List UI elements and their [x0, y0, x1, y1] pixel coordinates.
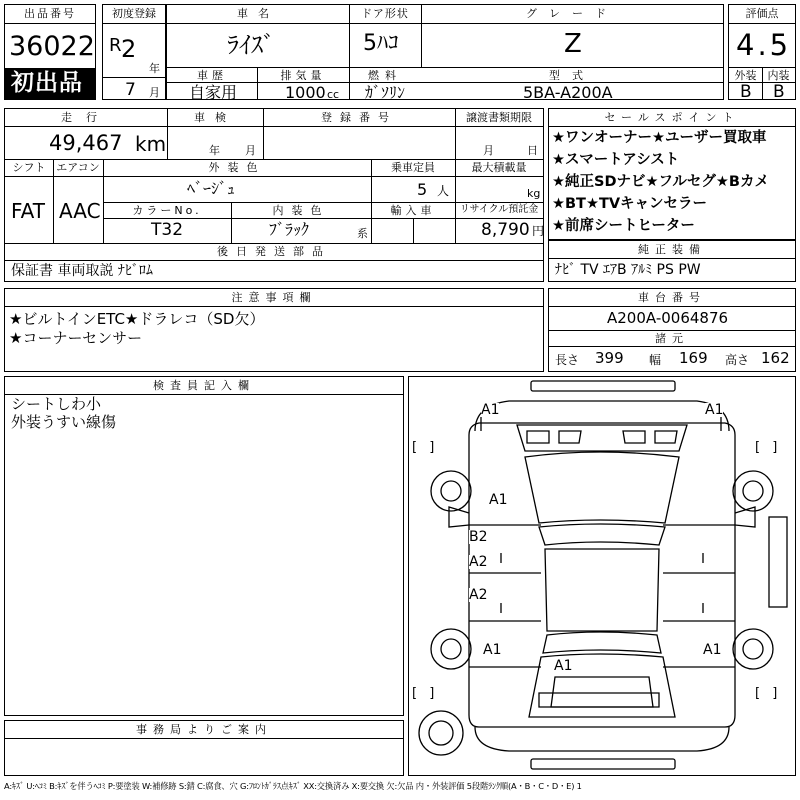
- damage-mark: A1: [483, 642, 502, 658]
- score-label: 評価点: [745, 7, 779, 20]
- interior-grade: B: [773, 82, 785, 102]
- month-unit: 月: [149, 86, 160, 99]
- score-value: 4.5: [736, 28, 792, 62]
- grade-label: グレード: [526, 7, 618, 20]
- displacement: 1000: [285, 83, 326, 102]
- inspector-box: [4, 376, 404, 716]
- specs-box: [4, 108, 544, 282]
- fuel-label: 燃料: [368, 69, 402, 82]
- shift: FAT: [11, 199, 46, 223]
- office-label: 事務局よりご案内: [136, 723, 272, 736]
- damage-mark: A1: [481, 402, 500, 418]
- damage-mark: A2: [469, 587, 488, 603]
- capacity-unit: 人: [437, 184, 450, 198]
- bracket-marker: [ ]: [412, 440, 439, 455]
- first-registration-box: [102, 4, 166, 100]
- damage-mark: B2: [469, 529, 488, 545]
- mileage-label: 走行: [61, 111, 111, 124]
- int-color-suffix: 系: [357, 227, 368, 240]
- recycle-unit: 円: [532, 224, 545, 238]
- displacement-unit: cc: [327, 88, 340, 101]
- inspector-label: 検査員記入欄: [153, 379, 255, 392]
- later-parts-label: 後日発送部品: [217, 245, 331, 258]
- color-no-label: カラーNo.: [132, 204, 202, 217]
- insp-month-unit: 月: [245, 144, 256, 157]
- damage-mark: A1: [705, 402, 724, 418]
- width: 169: [679, 349, 708, 367]
- reg-no-label: 登録番号: [321, 111, 397, 124]
- mileage: 49,467: [49, 131, 123, 155]
- equipment-box: [548, 240, 796, 282]
- caution-line: ★コーナーセンサー: [9, 329, 143, 347]
- later-parts: 保証書 車両取説 ﾅﾋﾞﾛﾑ: [11, 263, 153, 279]
- interior-label: 内装: [767, 69, 790, 82]
- recycle: 8,790: [481, 220, 530, 240]
- displacement-label: 排気量: [280, 69, 326, 82]
- door-type: 5ﾊｺ: [363, 31, 399, 56]
- chassis-label: 車台番号: [638, 291, 706, 304]
- recycle-label: リサイクル預託金: [459, 204, 539, 215]
- model-code: 5BA-A200A: [523, 83, 613, 102]
- first-reg-label: 初度登録: [112, 7, 156, 20]
- car-info-box: [166, 4, 724, 100]
- equipment-label: 純正装備: [638, 243, 706, 256]
- era: R: [109, 35, 122, 56]
- color-no: T32: [151, 220, 184, 240]
- length-label: 長さ: [555, 353, 580, 367]
- car-name-label: 車名: [237, 7, 279, 20]
- caution-label: 注意事項欄: [231, 291, 317, 304]
- max-load-label: 最大積載量: [471, 161, 527, 174]
- equipment-value: ﾅﾋﾞ TV ｴｱB ｱﾙﾐ PS PW: [555, 262, 701, 278]
- length: 399: [595, 349, 624, 367]
- grade: Z: [564, 29, 582, 59]
- legend-footer: A:ｷｽﾞ U:ﾍｺﾐ B:ｷｽﾞを伴うﾍｺﾐ P:要塗装 W:補修跡 S:錆 C:腐食、穴 G:ﾌﾛﾝﾄｶﾞﾗｽ点ｷｽﾞ XX:交換済み X:要交換 欠:欠品 内・外装評価 5段階ﾗﾝｸ順(A・B・C・D・E) 1: [4, 781, 582, 791]
- office-box: [4, 720, 404, 776]
- max-load-unit: kg: [527, 187, 541, 200]
- sales-point-line: ★純正SDナビ★フルセグ★Bカメ: [552, 174, 769, 190]
- exterior-grade: B: [740, 82, 752, 102]
- reg-month: 7: [125, 80, 136, 100]
- int-color: ﾌﾞﾗｯｸ: [269, 220, 310, 239]
- bracket-marker: [ ]: [755, 686, 782, 701]
- damage-mark: A1: [703, 642, 722, 658]
- capacity-label: 乗車定員: [391, 161, 435, 174]
- dims-label: 諸元: [655, 332, 689, 345]
- ext-color-label: 外装色: [208, 161, 266, 174]
- transfer-day-unit: 日: [527, 144, 538, 157]
- sales-point-line: ★BT★TVキャンセラー: [552, 196, 708, 212]
- sales-point-line: ★ワンオーナー★ユーザー買取車: [552, 130, 767, 146]
- sales-points-box: [548, 108, 796, 240]
- caution-line: ★ビルトインETC★ドラレコ（SD欠）: [9, 310, 265, 328]
- first-listing-badge: [5, 68, 95, 99]
- history-label: 車歴: [197, 69, 227, 82]
- width-label: 幅: [649, 353, 662, 367]
- sales-points-label: セールスポイント: [604, 111, 740, 124]
- lot-number-box: [4, 4, 96, 100]
- model-label: 型式: [549, 69, 595, 82]
- height: 162: [761, 349, 790, 367]
- lot-label: 出品番号: [24, 7, 76, 20]
- ac-label: エアコン: [56, 161, 100, 174]
- lot-number: 36022: [9, 31, 95, 62]
- transfer-month-unit: 月: [483, 144, 494, 157]
- int-color-label: 内装色: [272, 204, 330, 217]
- bracket-marker: [ ]: [755, 440, 782, 455]
- chassis-box: [548, 288, 796, 372]
- damage-mark: A2: [469, 554, 488, 570]
- year-unit: 年: [149, 62, 160, 75]
- damage-mark: A1: [489, 492, 508, 508]
- door-label: ドア形状: [361, 7, 409, 20]
- shift-label: シフト: [12, 161, 46, 174]
- mileage-unit: km: [135, 132, 167, 156]
- exterior-label: 外装: [734, 69, 757, 82]
- caution-box: [4, 288, 544, 372]
- ac: AAC: [59, 199, 101, 223]
- import-label: 輸入車: [390, 204, 436, 217]
- car-outline: [409, 377, 795, 775]
- ext-color: ﾍﾞｰｼﾞｭ: [187, 179, 236, 198]
- first-listing-label: 初出品: [11, 70, 83, 96]
- transfer-label: 譲渡書類期限: [466, 111, 532, 124]
- sales-point-line: ★スマートアシスト: [552, 152, 680, 168]
- car-name: ﾗｲｽﾞ: [227, 31, 275, 59]
- history: 自家用: [189, 83, 238, 102]
- sales-point-line: ★前席シートヒーター: [552, 218, 695, 234]
- inspector-line: シートしわ小: [11, 395, 102, 413]
- insp-year-unit: 年: [209, 144, 220, 157]
- damage-diagram: [408, 376, 796, 776]
- reg-year: 2: [121, 35, 137, 63]
- score-box: [728, 4, 796, 100]
- damage-mark: A1: [554, 658, 573, 674]
- inspector-line: 外装うすい線傷: [11, 413, 117, 431]
- fuel: ｶﾞｿﾘﾝ: [365, 83, 406, 102]
- bracket-marker: [ ]: [412, 686, 439, 701]
- capacity: 5: [417, 180, 428, 199]
- chassis-number: A200A-0064876: [607, 309, 729, 327]
- inspection-label: 車検: [194, 111, 236, 124]
- height-label: 高さ: [725, 353, 750, 367]
